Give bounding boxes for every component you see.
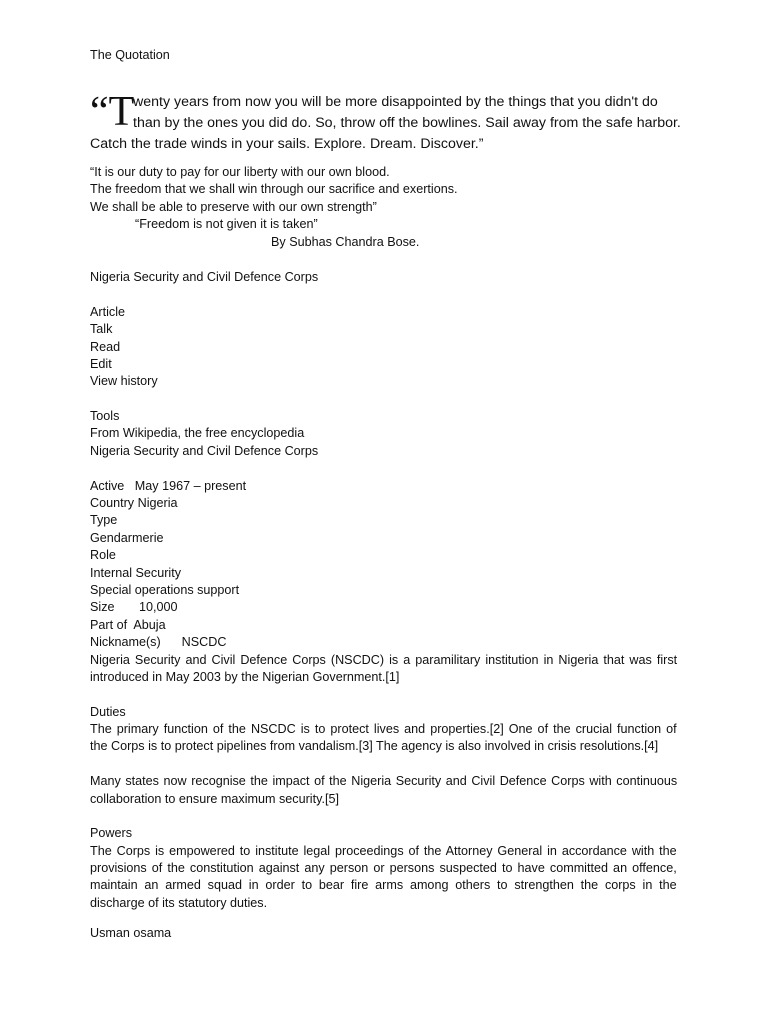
infobox-nickname: Nickname(s) NSCDC [90,635,227,649]
bose-quote-line: “It is our duty to pay for our liberty with our own blood. [90,165,390,179]
duties-line: The primary function of the NSCDC is to protect lives and properties.[2] One of the crucial function of [90,722,677,736]
powers-line: The Corps is empowered to institute legal proceedings of the Attorney General in accordance with the [90,844,677,858]
wiki-tools: Tools [90,409,120,423]
wiki-nav-item: Read [90,340,121,354]
bose-quote-line: We shall be able to preserve with our own strength” [90,200,377,214]
infobox-country: Country Nigeria [90,496,178,510]
infobox-type-value: Gendarmerie [90,531,164,545]
wiki-nav-item: Talk [90,322,113,336]
duties-paragraph-line: Many states now recognise the impact of the Nigeria Security and Civil Defence Corps with continuous [90,774,678,788]
intro-line: introduced in May 2003 by the Nigerian Government.[1] [90,670,400,684]
intro-line: Nigeria Security and Civil Defence Corps (NSCDC) is a paramilitary institution in Nigeria that was first [90,653,678,667]
infobox-role-value: Special operations support [90,583,240,597]
wiki-source: From Wikipedia, the free encyclopedia [90,426,305,440]
document-page [90,0,681,1024]
infobox-role-value: Internal Security [90,566,181,580]
author-name: Usman osama [90,926,172,940]
quote-line: wenty years from now you will be more disappointed by the things that you didn't do [133,94,658,110]
wiki-nav-item: Article [90,305,125,319]
powers-line: provisions of the constitution against any person or persons suspected to have committed an offence, [90,861,677,875]
duties-paragraph-line: collaboration to ensure maximum security.[5] [90,792,339,806]
infobox-part-of: Part of Abuja [90,618,166,632]
powers-line: discharge of its statutory duties. [90,896,268,910]
infobox-type-label: Type [90,513,118,527]
infobox-active: Active May 1967 – present [90,479,247,493]
bose-quote-line: The freedom that we shall win through our sacrifice and exertions. [90,182,458,196]
quote-attribution: By Subhas Chandra Bose. [271,235,420,249]
infobox-role-label: Role [90,548,116,562]
section-title: Nigeria Security and Civil Defence Corps [90,270,319,284]
powers-heading: Powers [90,826,132,840]
duties-line: the Corps is to protect pipelines from vandalism.[3] The agency is also involved in crisis resolutions.[4] [90,739,659,753]
wiki-nav-item: View history [90,374,158,388]
wiki-nav-item: Edit [90,357,112,371]
page-heading: The Quotation [90,48,170,62]
powers-line: maintain an armed squad in order to bear fire arms among others to strengthen the corps in the [90,878,677,892]
infobox-size: Size 10,000 [90,600,178,614]
duties-heading: Duties [90,705,126,719]
bose-quote-line: “Freedom is not given it is taken” [135,217,318,231]
quote-dropcap: “T [90,89,135,135]
quote-line: than by the ones you did do. So, throw off the bowlines. Sail away from the safe harbor. [133,115,681,131]
quote-line: Catch the trade winds in your sails. Explore. Dream. Discover.” [90,136,484,152]
wiki-article-title: Nigeria Security and Civil Defence Corps [90,444,319,458]
